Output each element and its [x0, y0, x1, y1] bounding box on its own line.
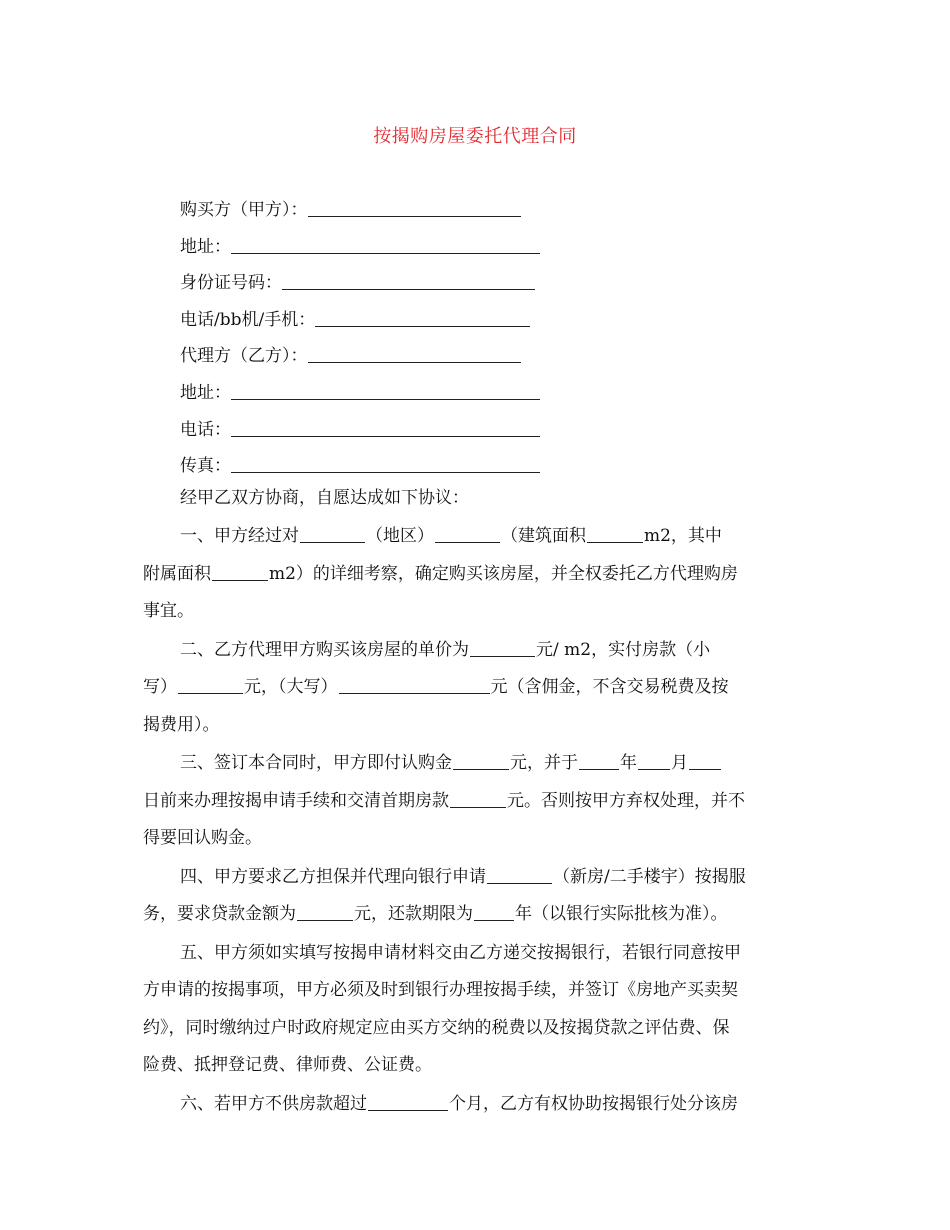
- clause-text: 事宜。: [143, 601, 194, 621]
- clause-line: [143, 745, 815, 783]
- clause-text: 附属面积: [143, 563, 211, 584]
- clause-text: 元，（大写）: [244, 677, 338, 697]
- clause-text: 揭费用）。: [143, 714, 220, 735]
- fill-in-line[interactable]: [231, 418, 540, 437]
- field-label: 代理方（乙方）：: [180, 346, 308, 367]
- fill-in-line[interactable]: [231, 381, 540, 400]
- clause-line: [143, 556, 815, 594]
- clause-line: [143, 896, 815, 934]
- clause-text: 年: [620, 753, 637, 773]
- clause-3: [143, 745, 815, 858]
- fill-in-line[interactable]: [315, 308, 530, 327]
- field-buyer-address: [180, 233, 800, 270]
- clause-text: 月: [671, 753, 688, 773]
- clause-text: 得要回认购金。: [143, 828, 262, 848]
- field-label: 地址：: [180, 382, 231, 403]
- clause-line: [143, 669, 815, 707]
- fill-in-line[interactable]: [487, 867, 552, 884]
- clause-6: [143, 1086, 815, 1124]
- clause-line: 方申请的按揭事项，甲方必须及时到银行办理按揭手续，并签订《房地产买卖契: [143, 980, 738, 1000]
- fill-in-line[interactable]: [178, 677, 243, 694]
- clause-line: [143, 707, 815, 745]
- field-label: 身份证号码：: [180, 273, 282, 294]
- clause-line: 险费、抵押登记费、律师费、公证费。: [143, 1055, 432, 1075]
- clause-text: （地区）: [366, 526, 434, 546]
- fill-in-line[interactable]: [587, 526, 643, 543]
- clause-2: [143, 632, 815, 745]
- fill-in-line[interactable]: [212, 564, 268, 581]
- fill-in-line[interactable]: [297, 904, 353, 921]
- clause-text: 元，并于: [510, 753, 578, 773]
- field-fax: [180, 452, 800, 489]
- field-label: 传真：: [180, 456, 231, 477]
- field-id-number: [180, 269, 800, 306]
- fill-in-line[interactable]: [689, 753, 721, 770]
- field-label: 地址：: [180, 236, 231, 257]
- clause-text: 四、甲方要求乙方担保并代理向银行申请: [180, 866, 486, 887]
- clause-text: 三、签订本合同时，甲方即付认购金: [180, 753, 452, 773]
- agreement-intro: 经甲乙双方协商，自愿达成如下协议：: [180, 488, 469, 508]
- clause-line: [143, 632, 815, 670]
- clause-text: 元/ m2，实付房款（小: [536, 639, 711, 660]
- clause-line: [143, 518, 815, 556]
- fill-in-line[interactable]: [435, 526, 500, 543]
- clause-text: 元，还款期限为: [354, 904, 473, 924]
- fill-in-line[interactable]: [450, 791, 506, 808]
- clause-text: 写）: [143, 677, 177, 697]
- fill-in-line[interactable]: [231, 235, 540, 254]
- fill-in-line[interactable]: [638, 753, 670, 770]
- field-phone-mobile: [180, 306, 800, 343]
- clause-text: 元。否则按甲方弃权处理，并不: [507, 790, 745, 811]
- clause-text: 日前来办理按揭申请手续和交清首期房款: [143, 790, 449, 811]
- clause-text: m2，其中: [644, 526, 722, 546]
- clause-text: m2）的详细考察，确定购买该房屋，并全权委托乙方代理购房: [269, 563, 738, 584]
- clause-5: [143, 935, 815, 1085]
- clause-line: [143, 783, 815, 821]
- clause-line: 约》，同时缴纳过户时政府规定应由买方交纳的税费以及按揭贷款之评估费、保: [143, 1017, 730, 1038]
- clause-1: [143, 518, 815, 631]
- party-info-fields: [180, 196, 800, 489]
- clause-line: [143, 593, 815, 631]
- clause-text: 个月，乙方有权协助按揭银行处分该房: [449, 1093, 738, 1114]
- clause-text: （新房/二手楼宇）按揭服: [553, 866, 746, 887]
- fill-in-line[interactable]: [231, 454, 540, 473]
- document-title: 按揭购房屋委托代理合同: [373, 126, 577, 147]
- clause-line: [143, 820, 815, 858]
- clause-4: [143, 859, 815, 934]
- field-buyer: [180, 196, 800, 233]
- fill-in-line[interactable]: [308, 198, 521, 217]
- clause-text: 一、甲方经过对: [180, 526, 299, 546]
- clause-line: 五、甲方须如实填写按揭申请材料交由乙方递交按揭银行，若银行同意按甲: [180, 942, 741, 963]
- clause-text: 年（以银行实际批核为准）。: [515, 904, 728, 924]
- field-label: 电话：: [180, 419, 231, 440]
- field-label: 电话/bb机/手机：: [180, 309, 316, 330]
- clause-text: 务，要求贷款金额为: [143, 904, 296, 924]
- clause-line: [143, 859, 815, 897]
- clause-text: 六、若甲方不供房款超过: [180, 1093, 367, 1114]
- clause-text: （建筑面积: [501, 526, 586, 546]
- field-label: 购买方（甲方）：: [180, 200, 308, 220]
- fill-in-line[interactable]: [308, 344, 521, 363]
- clause-text: 元（含佣金，不含交易税费及按: [490, 677, 729, 697]
- fill-in-line[interactable]: [453, 753, 509, 770]
- fill-in-line[interactable]: [470, 640, 535, 657]
- field-agent-phone: [180, 416, 800, 453]
- contract-clauses: [143, 518, 815, 1124]
- fill-in-line[interactable]: [282, 271, 535, 290]
- field-agent-address: [180, 379, 800, 416]
- fill-in-line[interactable]: [579, 753, 619, 770]
- fill-in-line[interactable]: [339, 677, 490, 694]
- fill-in-line[interactable]: [474, 904, 514, 921]
- clause-text: 二、乙方代理甲方购买该房屋的单价为: [180, 639, 469, 660]
- field-agent: [180, 342, 800, 379]
- fill-in-line[interactable]: [368, 1094, 448, 1111]
- clause-line: [143, 1086, 815, 1124]
- fill-in-line[interactable]: [300, 526, 365, 543]
